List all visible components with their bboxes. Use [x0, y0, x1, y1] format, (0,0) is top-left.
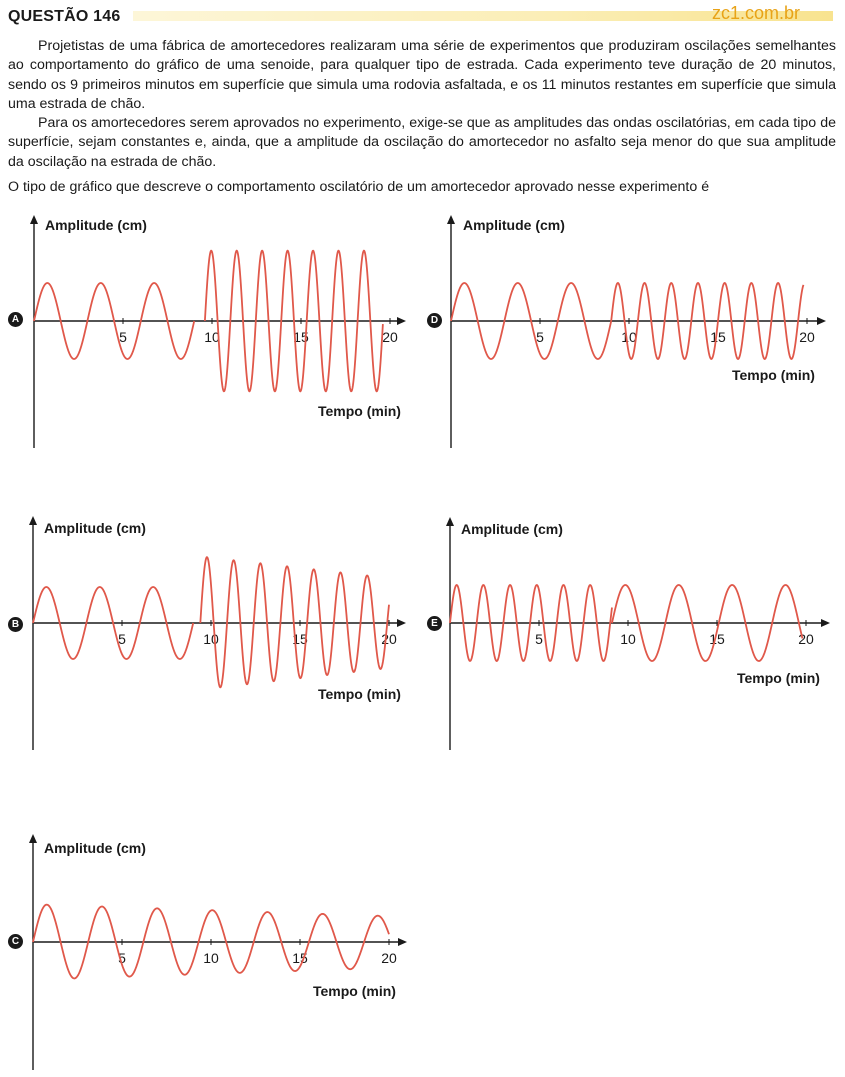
x-tick-label: 10: [203, 631, 219, 647]
x-tick-label: 5: [118, 950, 126, 966]
option-letter-b: B: [8, 617, 23, 632]
x-tick-label: 15: [293, 329, 309, 345]
option-letter-d: D: [427, 313, 442, 328]
x-tick-label: 15: [292, 950, 308, 966]
chart-a: [0, 210, 420, 455]
x-tick-label: 5: [535, 631, 543, 647]
y-axis-arrow: [29, 516, 37, 525]
question-title: QUESTÃO 146: [8, 8, 121, 25]
option-c[interactable]: [0, 830, 420, 1075]
question-paragraph-1: Projetistas de uma fábrica de amortecedores realizaram uma série de experimentos que produziram oscilações semelhantes ao comportamento do gráfico de uma senoide, para qualquer tipo de estrada. Cada experimento teve duração de 20 minutos, sendo os 9 primeiros minutos em superfície que simula uma rodovia asfaltada, e os 11 minutos restantes em superfície que simula uma estrada de chão.: [8, 38, 836, 113]
x-tick-label: 15: [710, 329, 726, 345]
x-axis-arrow: [398, 938, 407, 946]
x-tick-label: 20: [381, 950, 397, 966]
chart-b: [0, 512, 420, 757]
x-axis-label: Tempo (min): [737, 670, 820, 686]
x-tick-label: 5: [536, 329, 544, 345]
option-letter-a: A: [8, 312, 23, 327]
y-axis-arrow: [30, 215, 38, 224]
question-header: [0, 0, 845, 30]
y-axis-label: Amplitude (cm): [463, 217, 565, 233]
option-d[interactable]: [418, 210, 845, 455]
question-prompt: O tipo de gráfico que descreve o comportamento oscilatório de um amortecedor aprovado nesse experimento é: [8, 179, 710, 195]
x-axis-arrow: [817, 317, 826, 325]
x-tick-label: 20: [798, 631, 814, 647]
option-a[interactable]: [0, 210, 420, 455]
x-axis-arrow: [821, 619, 830, 627]
x-tick-label: 20: [799, 329, 815, 345]
site-watermark: zc1.com.br: [712, 3, 801, 23]
chart-d: [418, 210, 845, 455]
y-axis-arrow: [29, 834, 37, 843]
x-tick-label: 15: [292, 631, 308, 647]
x-tick-label: 15: [709, 631, 725, 647]
option-letter-e: E: [427, 616, 442, 631]
y-axis-label: Amplitude (cm): [45, 217, 147, 233]
option-b[interactable]: [0, 512, 420, 757]
x-tick-label: 20: [382, 329, 398, 345]
y-axis-label: Amplitude (cm): [44, 520, 146, 536]
y-axis-arrow: [447, 215, 455, 224]
x-tick-label: 20: [381, 631, 397, 647]
option-e[interactable]: [418, 512, 845, 757]
y-axis-label: Amplitude (cm): [461, 521, 563, 537]
chart-e: [418, 512, 845, 757]
x-tick-label: 10: [204, 329, 220, 345]
wave-series-2: [200, 557, 389, 687]
x-axis-label: Tempo (min): [318, 403, 401, 419]
chart-c: [0, 830, 420, 1075]
x-tick-label: 10: [621, 329, 637, 345]
option-letter-c: C: [8, 934, 23, 949]
x-tick-label: 5: [119, 329, 127, 345]
y-axis-label: Amplitude (cm): [44, 840, 146, 856]
x-axis-arrow: [397, 619, 406, 627]
y-axis-arrow: [446, 517, 454, 526]
x-axis-label: Tempo (min): [318, 686, 401, 702]
x-tick-label: 10: [203, 950, 219, 966]
x-tick-label: 10: [620, 631, 636, 647]
question-paragraph-2: Para os amortecedores serem aprovados no experimento, exige-se que as amplitudes das ondas oscilatórias, em cada tipo de superfície, sejam constantes e, ainda, que a amplitude da oscilação do amortecedor no asfalto seja menor do que sua amplitude da oscilação na estrada de chão.: [8, 115, 836, 170]
x-axis-label: Tempo (min): [732, 367, 815, 383]
x-axis-label: Tempo (min): [313, 983, 396, 999]
x-tick-label: 5: [118, 631, 126, 647]
x-axis-arrow: [397, 317, 406, 325]
